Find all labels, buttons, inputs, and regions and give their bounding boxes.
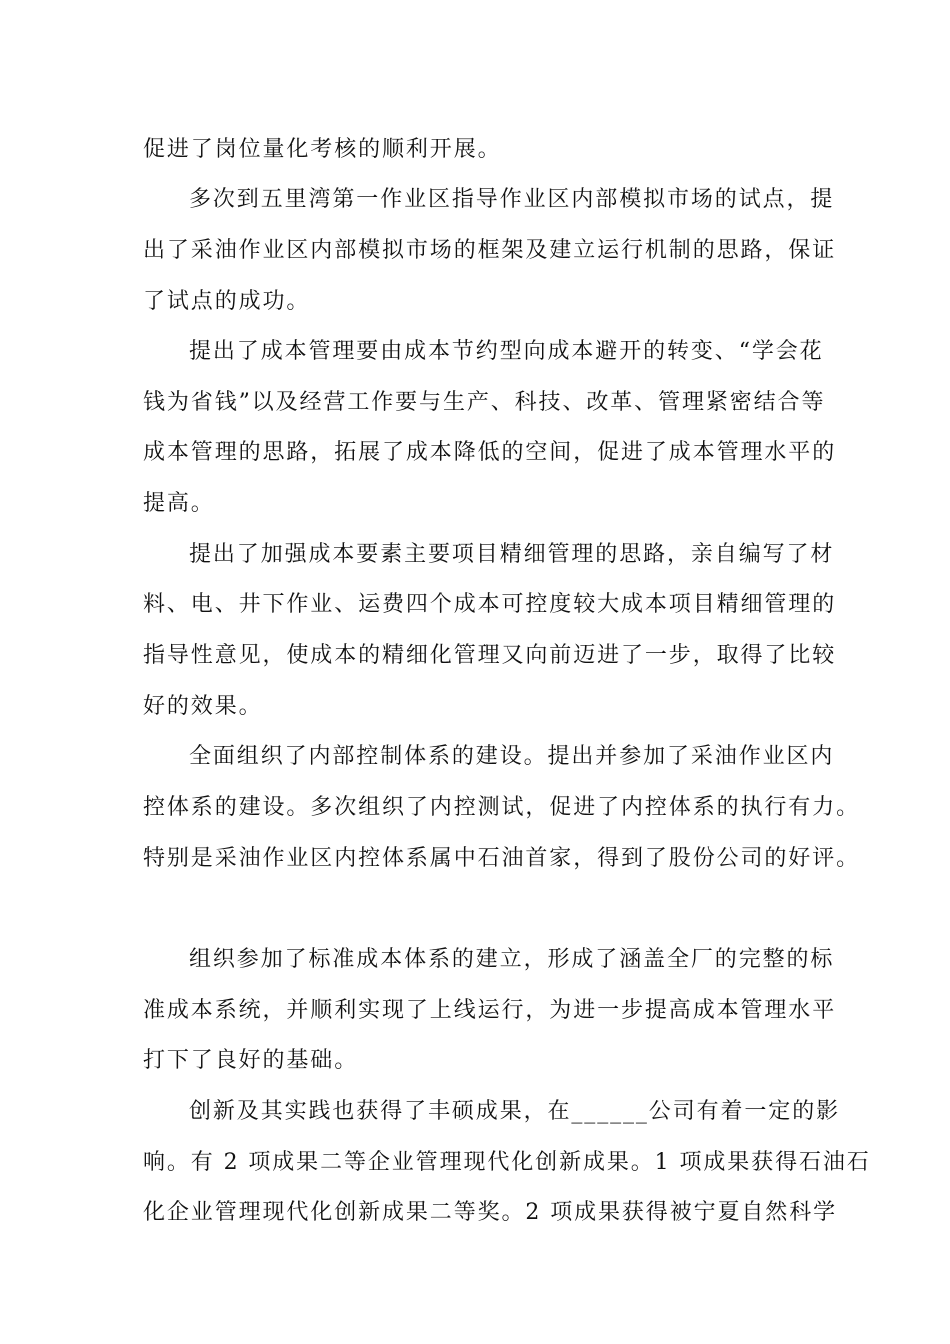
text-line: 提高。 — [143, 491, 215, 516]
text-line: 打下了良好的基础。 — [143, 1048, 359, 1073]
text-line: 化企业管理现代化创新成果二等奖。2 项成果获得被宁夏自然科学 — [143, 1200, 837, 1225]
text-line: 特别是采油作业区内控体系属中石油首家，得到了股份公司的好评。 — [143, 846, 861, 871]
text-line: 提出了加强成本要素主要项目精细管理的思路，亲自编写了材 — [189, 542, 835, 567]
text-line: 多次到五里湾第一作业区指导作业区内部模拟市场的试点，提 — [189, 187, 835, 212]
text-line: 好的效果。 — [143, 694, 263, 719]
text-line: 了试点的成功。 — [143, 289, 311, 314]
text-line: 响。有 2 项成果二等企业管理现代化创新成果。1 项成果获得石油石 — [143, 1150, 871, 1175]
text-line: 成本管理的思路，拓展了成本降低的空间，促进了成本管理水平的 — [143, 440, 837, 465]
text-line: 全面组织了内部控制体系的建设。提出并参加了采油作业区内 — [189, 744, 835, 769]
text-line: 钱为省钱”以及经营工作要与生产、科技、改革、管理紧密结合等 — [143, 390, 826, 415]
text-line: 组织参加了标准成本体系的建立，形成了涵盖全厂的完整的标 — [189, 947, 835, 972]
text-line: 促进了岗位量化考核的顺利开展。 — [143, 137, 502, 162]
text-line: 出了采油作业区内部模拟市场的框架及建立运行机制的思路，保证 — [143, 238, 837, 263]
text-line: 控体系的建设。多次组织了内控测试，促进了内控体系的执行有力。 — [143, 795, 861, 820]
text-line: 创新及其实践也获得了丰硕成果，在______公司有着一定的影 — [189, 1099, 841, 1124]
text-line: 指导性意见，使成本的精细化管理又向前迈进了一步，取得了比较 — [143, 643, 837, 668]
text-line: 提出了成本管理要由成本节约型向成本避开的转变、“学会花 — [189, 339, 824, 364]
text-line: 料、电、井下作业、运费四个成本可控度较大成本项目精细管理的 — [143, 592, 837, 617]
text-line: 准成本系统，并顺利实现了上线运行，为进一步提高成本管理水平 — [143, 998, 837, 1023]
